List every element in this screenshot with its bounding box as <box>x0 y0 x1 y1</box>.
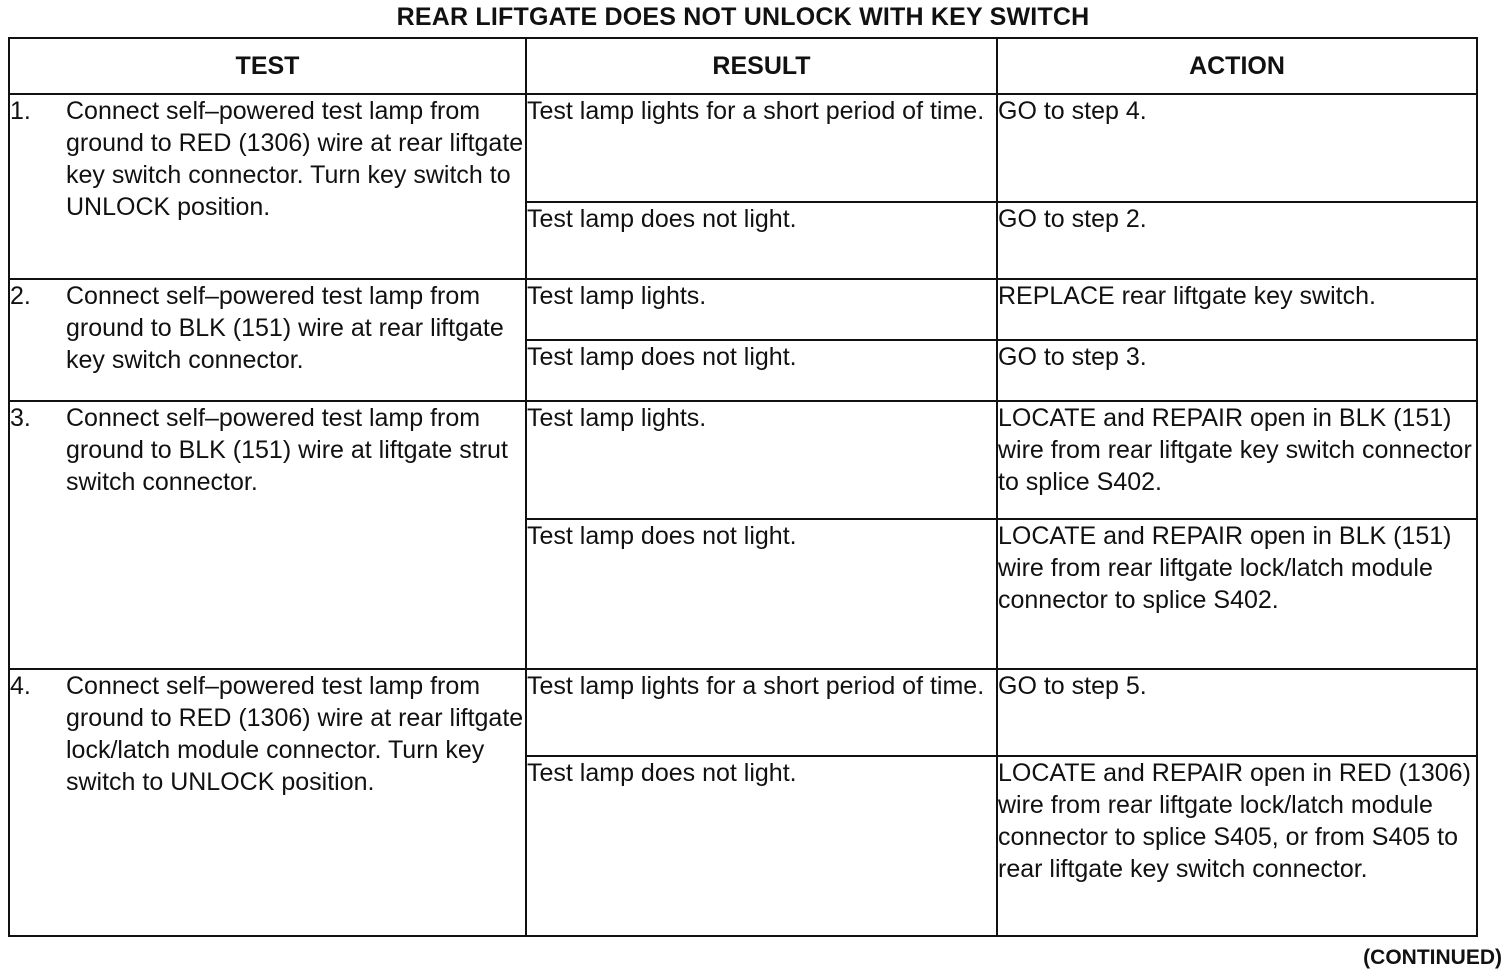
test-cell <box>9 669 526 936</box>
table-row <box>9 279 1477 340</box>
result-cell: Test lamp lights. <box>526 279 997 340</box>
column-header-result: RESULT <box>526 38 997 94</box>
action-cell: GO to step 2. <box>997 202 1477 279</box>
result-cell: Test lamp does not light. <box>526 519 997 669</box>
table-row <box>9 401 1477 519</box>
result-cell: Test lamp does not light. <box>526 340 997 401</box>
action-cell: GO to step 4. <box>997 94 1477 202</box>
result-cell: Test lamp does not light. <box>526 756 997 936</box>
continued-label: (CONTINUED) <box>1363 946 1502 969</box>
result-cell: Test lamp lights. <box>526 401 997 519</box>
action-cell: GO to step 3. <box>997 340 1477 401</box>
step-number: 2. <box>10 282 31 310</box>
result-cell: Test lamp lights for a short period of time. <box>526 669 997 756</box>
step-number: 3. <box>10 404 31 432</box>
step-number: 1. <box>10 97 31 125</box>
table-row <box>9 669 1477 756</box>
test-instruction: Connect self–powered test lamp from ground to RED (1306) wire at rear liftgate key switch connector. Turn key switch to UNLOCK position. <box>66 97 524 221</box>
table-row <box>9 94 1477 202</box>
test-cell <box>9 401 526 669</box>
column-header-action: ACTION <box>997 38 1477 94</box>
column-header-test: TEST <box>9 38 526 94</box>
step-number: 4. <box>10 672 31 700</box>
action-cell: GO to step 5. <box>997 669 1477 756</box>
action-cell: LOCATE and REPAIR open in BLK (151) wire from rear liftgate key switch connector to splice S402. <box>997 401 1477 519</box>
test-instruction: Connect self–powered test lamp from ground to RED (1306) wire at rear liftgate lock/latch module connector. Turn key switch to UNLOCK position. <box>66 672 524 796</box>
test-cell <box>9 94 526 279</box>
result-cell: Test lamp does not light. <box>526 202 997 279</box>
page-title: REAR LIFTGATE DOES NOT UNLOCK WITH KEY SWITCH <box>396 3 1090 31</box>
diagnostic-table <box>8 37 1478 937</box>
result-cell: Test lamp lights for a short period of time. <box>526 94 997 202</box>
action-cell: REPLACE rear liftgate key switch. <box>997 279 1477 340</box>
test-cell <box>9 279 526 401</box>
action-cell: LOCATE and REPAIR open in BLK (151) wire from rear liftgate lock/latch module connector to splice S402. <box>997 519 1477 669</box>
test-instruction: Connect self–powered test lamp from ground to BLK (151) wire at rear liftgate key switch connector. <box>66 282 504 374</box>
action-cell: LOCATE and REPAIR open in RED (1306) wire from rear liftgate lock/latch module connector to splice S405, or from S405 to rear liftgate key switch connector. <box>997 756 1477 936</box>
test-instruction: Connect self–powered test lamp from ground to BLK (151) wire at liftgate strut switch connector. <box>66 404 508 496</box>
header-row <box>9 38 1477 94</box>
